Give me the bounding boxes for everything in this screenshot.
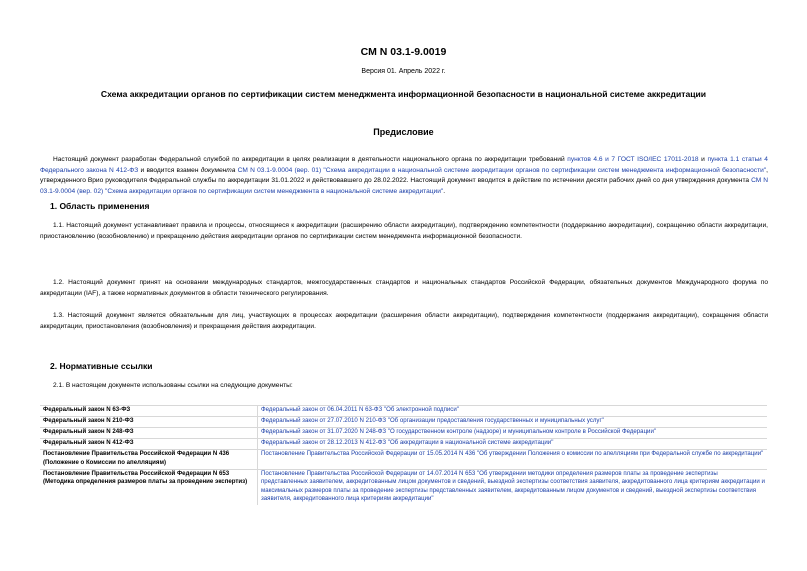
reference-name: Федеральный закон N 248-ФЗ — [43, 427, 134, 435]
table-row — [40, 416, 767, 427]
doc-number: СМ N 03.1-9.0019 — [360, 46, 447, 58]
link-fz-412-article-4[interactable]: пункта 1.1 статьи 4 Федерального закона N 412-ФЗ — [40, 156, 768, 174]
link-gost-17011[interactable]: пунктов 4.6 и 7 ГОСТ ISO/IEC 17011-2018 — [567, 156, 699, 163]
table-row — [40, 469, 767, 505]
foreword-heading: Предисловие — [373, 127, 434, 137]
foreword-text: и вводится взамен — [138, 166, 201, 174]
foreword-text: Настоящий документ разработан Федеральной службой по аккредитации в целях реализации в деятельности национального органа по аккредитации требований — [53, 156, 568, 163]
reference-name: Федеральный закон N 63-ФЗ — [43, 406, 131, 413]
table-row — [40, 449, 767, 469]
section-1-paragraph-1: 1.1. Настоящий документ устанавливает правила и процессы, относящиеся к аккредитации (расширению области аккредитации), подтверждению компетентности (поддержанию аккредитации), сокращению области аккредитации, приостановлению (возобновлению) и прекращению действия аккредитации органов по сертификации систем менеджмента информационной безопасности. — [40, 222, 768, 240]
section-1-heading: 1. Область применения — [50, 201, 150, 211]
table-row — [40, 438, 767, 449]
foreword-text: , утвержденного Врио руководителя Федеральной службы по аккредитации 31.01.2022 и действовавшего до 28.02.2022. Настоящий документ вводится в действие по истечении десяти рабочих дней со дня утверждения документа — [40, 166, 768, 184]
normative-references-table — [40, 405, 767, 505]
section-1-paragraph-3: 1.3. Настоящий документ является обязательным для лиц, участвующих в процессах аккредитации (расширения области аккредитации), подтверждения компетентности (поддержания аккредитации), сокращения области аккредитации, приостановления (возобновления) и прекращения действия аккредитации. — [40, 312, 768, 330]
table-row — [40, 427, 767, 438]
doc-version: Версия 01. Апрель 2022 г. — [361, 68, 446, 75]
link-sm-03-1-9-0004-v02[interactable]: СМ N 03.1-9.0004 (вер. 02) "Схема аккредитации органов по сертификации систем менеджмента в национальной системе аккредитации" — [40, 177, 768, 195]
reference-link[interactable]: Федеральный закон от 27.07.2010 N 210-ФЗ "Об организации предоставления государственных и муниципальных услуг" — [258, 416, 768, 427]
reference-name: Федеральный закон N 412-ФЗ — [43, 438, 134, 446]
reference-link[interactable]: Федеральный закон от 28.12.2013 N 412-ФЗ "Об аккредитации в национальной системе аккредитации" — [258, 438, 768, 449]
section-2-heading: 2. Нормативные ссылки — [50, 361, 153, 371]
section-1-paragraph-2: 1.2. Настоящий документ принят на основании международных стандартов, межгосударственных стандартов и национальных стандартов Российской Федерации, обязательных документов Международного форума по аккредитации (IAF), а также нормативных документов в области технического регулирования. — [40, 279, 768, 297]
table-row — [40, 406, 767, 417]
reference-link[interactable]: Федеральный закон от 31.07.2020 N 248-ФЗ "О государственном контроле (надзоре) и муниципальном контроле в Российской Федерации" — [258, 427, 768, 438]
foreword-paragraph — [40, 155, 768, 197]
foreword-italic: документа — [200, 166, 236, 174]
reference-link[interactable]: Федеральный закон от 06.04.2011 N 63-ФЗ "Об электронной подписи" — [258, 406, 768, 417]
references-table-body — [40, 406, 767, 506]
reference-name: Постановление Правительства Российской Федерации N 653 (Методика определения размеров платы за проведение экспертиз) — [43, 469, 248, 486]
doc-title: Схема аккредитации органов по сертификации систем менеджмента информационной безопасности в национальной системе аккредитации — [100, 89, 707, 99]
link-sm-03-1-9-0004-v01[interactable]: СМ N 03.1-9.0004 (вер. 01) "Схема аккредитации в национальной системе аккредитации органов по сертификации систем менеджмента информационной безопасности" — [237, 166, 767, 174]
section-2-intro: 2.1. В настоящем документе использованы ссылки на следующие документы: — [53, 382, 293, 389]
reference-link[interactable]: Постановление Правительства Российской Федерации от 15.05.2014 N 436 "Об утверждении Положения о комиссии по апелляциям при Федеральной службе по аккредитации" — [258, 449, 768, 469]
reference-name: Постановление Правительства Российской Федерации N 436 (Положение о Комиссии по апелляциям) — [43, 449, 230, 466]
foreword-text: . — [443, 187, 446, 195]
reference-name: Федеральный закон N 210-ФЗ — [43, 416, 134, 424]
foreword-text: и — [698, 156, 708, 163]
reference-link[interactable]: Постановление Правительства Российской Федерации от 14.07.2014 N 653 "Об утверждении методики определения размеров платы за проведение экспертизы представленных заявителем, аккредитованным лицом документов и сведений, выездной экспертизы соответствия заявителя, аккредитованного лица критериям аккредитации и максимальных размеров платы за проведение экспертизы представленных заявителем, аккредитованным лицом документов и сведений, выездной экспертизы соответствия заявителя, аккредитованного лица критериям аккредитации" — [258, 469, 768, 505]
